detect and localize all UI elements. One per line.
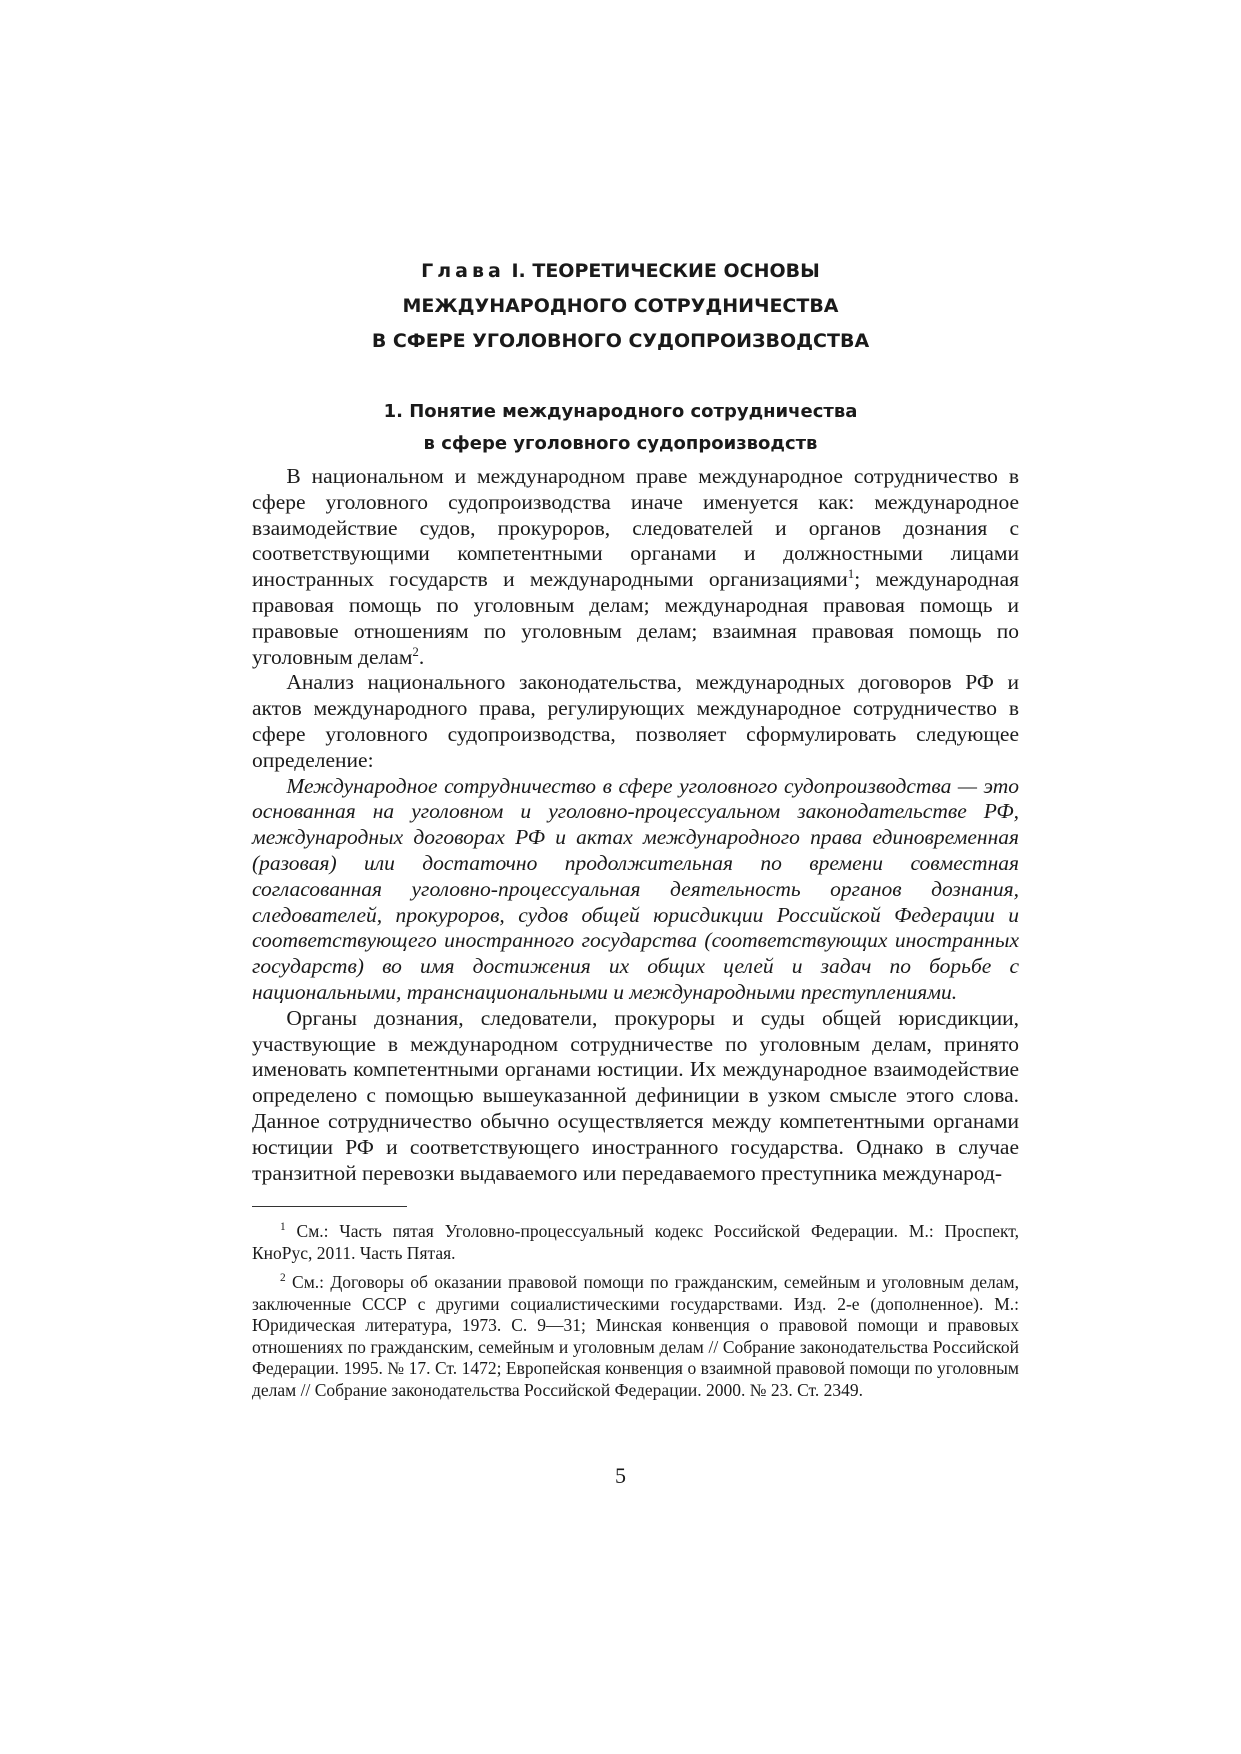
- footnote-2-text: См.: Договоры об оказании правовой помощи по гражданским, семейным и уголовным делам, заключенные СССР с другими социалистическими государствами. Изд. 2-е (дополненное). М.: Юридическая литература, 1973. С. 9—31; Минская конвенция о правовой помощи и правовых отношениях по гражданским, семейным и уголовным делам // Собрание законодательства Российской Федерации. 1995. № 17. Ст. 1472; Европейская конвенция о взаимной правовой помощи по уголовным делам // Собрание законодательства Российской Федерации. 2000. № 23. Ст. 2349.: [252, 1272, 1019, 1400]
- paragraph-1: [252, 464, 1019, 670]
- footnotes: [252, 1221, 1019, 1409]
- footnote-ref-2: 2: [412, 644, 419, 659]
- footnote-divider: [252, 1206, 407, 1207]
- page-number: 5: [615, 1463, 626, 1488]
- section-title-line-1: 1. Понятие международного сотрудничества: [383, 401, 858, 422]
- chapter-label: Глава: [421, 260, 505, 282]
- footnote-ref-1: 1: [847, 567, 855, 582]
- section-title: [0, 396, 1241, 460]
- chapter-title-line-1: [0, 254, 1241, 289]
- paragraph-2: Анализ национального законодательства, международных договоров РФ и актов международного права, регулирующих международное сотрудничество в сфере уголовного судопроизводства, позволяет сформулировать следующее определение:: [252, 670, 1019, 772]
- paragraph-1-part-3: .: [418, 644, 425, 669]
- paragraph-3: Органы дознания, следователи, прокуроры и суды общей юрисдикции, участвующие в международном сотрудничестве по уголовным делам, принято именовать компетентными органами юстиции. Их международное взаимодействие определено с помощью вышеуказанной дефиниции в узком смысле этого слова. Данное сотрудничество обычно осуществляется между компетентными органами юстиции РФ и соответствующего иностранного государства. Однако в случае транзитной перевозки выдаваемого или передаваемого преступника международ-: [252, 1005, 1019, 1185]
- definition-paragraph: Международное сотрудничество в сфере уголовного судопроизводства — это основанная на уголовном и уголовно-процессуальном законодательстве РФ, международных договорах РФ и актах международного права единовременная (разовая) или достаточно продолжительная по времени совместная согласованная уголовно-процессуальная деятельность органов дознания, следователей, прокуроров, судов общей юрисдикции Российской Федерации и соответствующего иностранного государства (соответствующих иностранных государств) во имя достижения их общих целей и задач по борьбе с национальными, транснациональными и международными преступлениями.: [252, 773, 1019, 1004]
- footnote-1-text: См.: Часть пятая Уголовно-процессуальный кодекс Российской Федерации. М.: Проспект, КноРус, 2011. Часть Пятая.: [252, 1221, 1019, 1263]
- chapter-title-line-3: В СФЕРЕ УГОЛОВНОГО СУДОПРОИЗВОДСТВА: [371, 330, 870, 352]
- chapter-title-line-2: МЕЖДУНАРОДНОГО СОТРУДНИЧЕСТВА: [402, 295, 839, 317]
- paragraph-1-part-1: В национальном и международном праве международное сотрудничество в сфере уголовного судопроизводства иначе именуется как: международное взаимодействие судов, прокуроров, следователей и органов дознания с соответствующими компетентными органами и должностными лицами иностранных государств и международными организациями: [252, 464, 1019, 592]
- footnote-2-mark: 2: [280, 1272, 286, 1285]
- chapter-title: [0, 254, 1241, 359]
- chapter-title-text: I. ТЕОРЕТИЧЕСКИЕ ОСНОВЫ: [511, 260, 820, 282]
- body-text: [252, 464, 1019, 1186]
- paragraph-1-part-2: ; международная правовая помощь по уголовным делам; международная правовая помощь и правовые отношениям по уголовным делам; взаимная правовая помощь по уголовным делам: [252, 567, 1019, 669]
- footnote-1: [252, 1221, 1019, 1264]
- footnote-1-mark: 1: [280, 1221, 286, 1234]
- footnote-2: [252, 1272, 1019, 1401]
- section-title-line-2: в сфере уголовного судопроизводств: [423, 433, 818, 454]
